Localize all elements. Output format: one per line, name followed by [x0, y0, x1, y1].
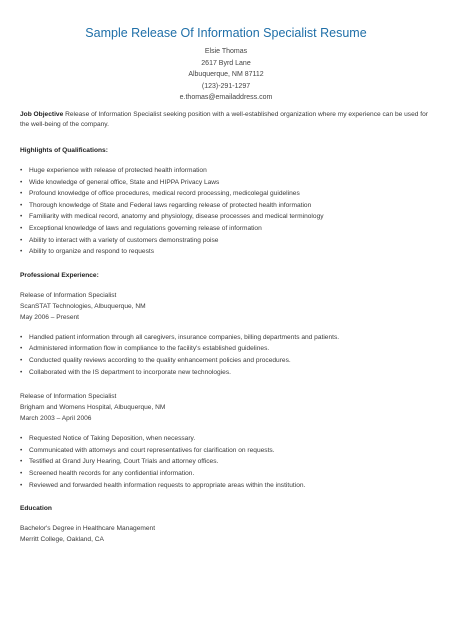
experience-heading: Professional Experience: — [20, 271, 99, 279]
highlights-heading: Highlights of Qualifications: — [20, 147, 108, 154]
job-dates: May 2006 – Present — [20, 313, 80, 321]
job-title: Release of Information Specialist — [20, 291, 117, 299]
list-item: • Huge experience with release of protected health information — [20, 165, 438, 177]
list-item: • Administered information flow in compliance to the facility's established guidelines. — [20, 343, 438, 355]
education-heading: Education — [20, 505, 52, 513]
contact-email: e.thomas@emailaddress.com — [179, 94, 273, 101]
job-2 — [20, 391, 438, 424]
contact-block — [0, 46, 452, 104]
job-2-duties — [20, 433, 438, 491]
list-item: • Collaborated with the IS department to incorporate new technologies. — [20, 367, 438, 379]
job-dates: March 2003 – April 2006 — [20, 415, 92, 423]
list-item: • Communicated with attorneys and court representatives for clarification on requests. — [20, 445, 438, 457]
contact-address: 2617 Byrd Lane — [201, 59, 251, 67]
education-school: Merritt College, Oakland, CA — [20, 536, 104, 544]
job-1-duties — [20, 332, 438, 378]
objective-label: Job Objective — [20, 111, 64, 118]
contact-phone: (123)-291-1297 — [201, 82, 251, 90]
list-item: • Ability to organize and respond to requests — [20, 246, 438, 258]
contact-city: Albuquerque, NM 87112 — [188, 71, 264, 78]
objective-text: Release of Information Specialist seeking position with a well-established organization where my experience can be used for the well-being of the company. — [20, 111, 428, 128]
list-item: • Requested Notice of Taking Deposition, when necessary. — [20, 433, 438, 445]
highlights-list — [20, 165, 438, 258]
list-item: • Reviewed and forwarded health information requests to appropriate areas within the institution. — [20, 480, 438, 492]
list-item: • Wide knowledge of general office, State and HIPPA Privacy Laws — [20, 177, 438, 189]
list-item: • Thorough knowledge of State and Federal laws regarding release of protected health information — [20, 200, 438, 212]
contact-name: Elsie Thomas — [204, 48, 248, 55]
page-title: Sample Release Of Information Specialist Resume — [85, 26, 367, 40]
list-item: • Testified at Grand Jury Hearing, Court Trials and attorney offices. — [20, 456, 438, 468]
job-company: Brigham and Womens Hospital, Albuquerque, NM — [20, 404, 166, 412]
list-item: • Screened health records for any confidential information. — [20, 468, 438, 480]
resume-content — [20, 110, 438, 545]
list-item: • Ability to interact with a variety of customers demonstrating poise — [20, 235, 438, 247]
list-item: • Handled patient information through all caregivers, insurance companies, billing departments and patients. — [20, 332, 438, 344]
job-title: Release of Information Specialist — [20, 393, 117, 401]
list-item: • Conducted quality reviews according to the quality enhancement policies and procedures. — [20, 355, 438, 367]
education-degree: Bachelor's Degree in Healthcare Management — [20, 525, 156, 533]
job-objective — [20, 110, 438, 130]
list-item: • Familiarity with medical record, anatomy and physiology, disease processes and medical terminology — [20, 211, 438, 223]
job-1 — [20, 290, 438, 323]
education-block — [20, 523, 438, 545]
job-company: ScanSTAT Technologies, Albuquerque, NM — [20, 302, 146, 310]
list-item: • Profound knowledge of office procedures, medical record processing, medicolegal guidelines — [20, 188, 438, 200]
list-item: • Exceptional knowledge of laws and regulations governing release of information — [20, 223, 438, 235]
